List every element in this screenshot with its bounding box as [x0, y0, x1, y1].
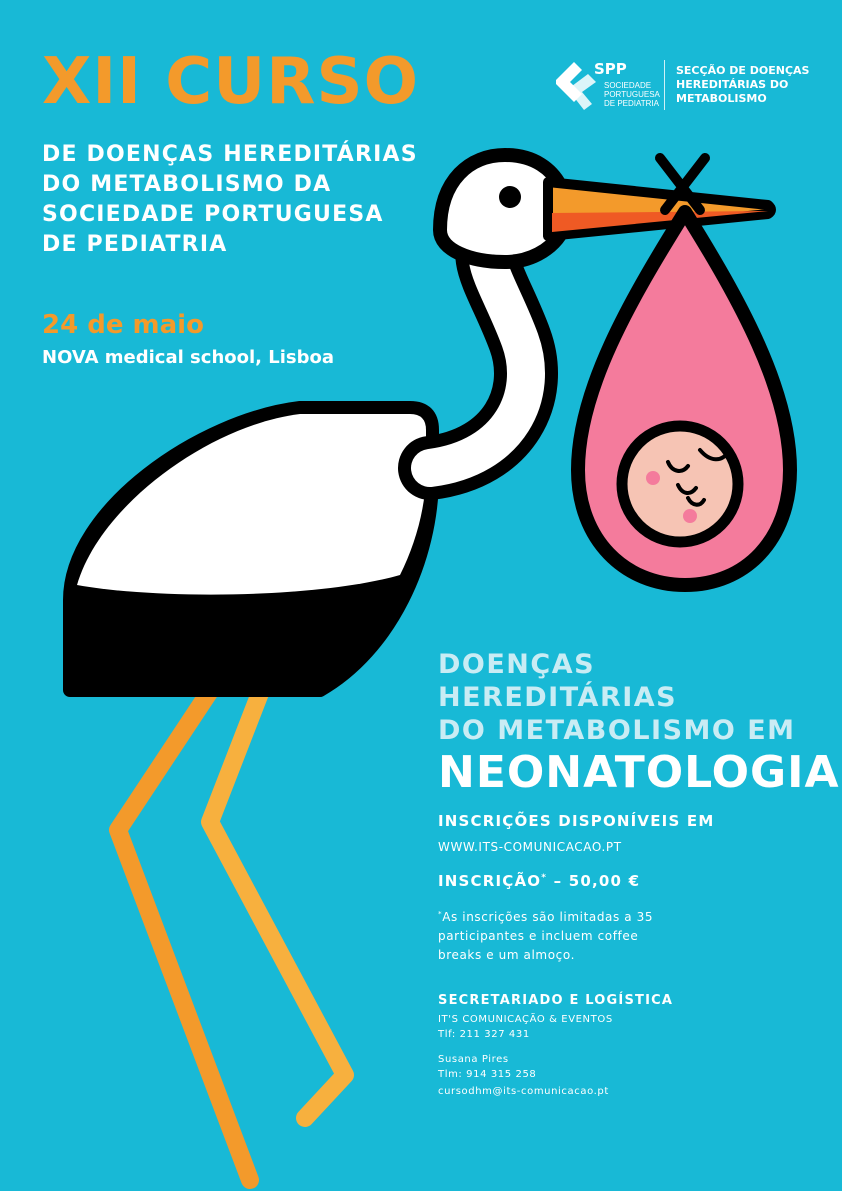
- subtitle-line: DO METABOLISMO DA: [42, 172, 332, 197]
- fee-value: – 50,00 €: [553, 872, 641, 890]
- logo-name-line: PORTUGUESA: [604, 90, 660, 99]
- section-line: HEREDITÁRIAS DO: [676, 78, 789, 91]
- spp-logo-abbr: SPP: [594, 60, 627, 78]
- contact-name: Susana Pires: [438, 1054, 509, 1065]
- section-line: METABOLISMO: [676, 92, 767, 105]
- topic-line: DO METABOLISMO EM: [438, 715, 796, 746]
- spp-logo: [552, 56, 812, 116]
- course-subtitle: [42, 140, 418, 260]
- note-line: As inscrições são limitadas a 35: [442, 910, 654, 924]
- event-date: 24 de maio: [42, 310, 204, 340]
- contact-mobile: Tlm: 914 315 258: [438, 1069, 537, 1080]
- topic-line: DOENÇAS HEREDITÁRIAS: [438, 649, 678, 713]
- stork-head: [440, 155, 560, 262]
- event-venue: NOVA medical school, Lisboa: [42, 347, 335, 368]
- course-title: XII CURSO: [42, 45, 419, 119]
- secretariat-phone: Tlf: 211 327 431: [438, 1029, 530, 1040]
- spp-logo-icon: [552, 56, 598, 112]
- topic-highlight: NEONATOLOGIA: [438, 747, 840, 798]
- fee-asterisk: *: [541, 873, 548, 883]
- spp-section-name: [676, 64, 809, 106]
- logo-divider: [664, 60, 665, 110]
- note-line: breaks e um almoço.: [438, 948, 576, 962]
- secretariat-company: IT'S COMUNICAÇÃO & EVENTOS: [438, 1014, 613, 1025]
- registration-note: [438, 904, 818, 965]
- course-topic: [438, 648, 842, 799]
- section-line: SECÇÃO DE DOENÇAS: [676, 64, 810, 77]
- note-line: participantes e incluem coffee: [438, 929, 639, 943]
- logo-name-line: SOCIEDADE: [604, 81, 652, 90]
- note-asterisk: *: [438, 909, 443, 918]
- logo-name-line: DE PEDIATRIA: [604, 99, 659, 108]
- fee-label: INSCRIÇÃO: [438, 872, 542, 890]
- stork-beak: [548, 182, 771, 236]
- subtitle-line: DE DOENÇAS HEREDITÁRIAS: [42, 142, 418, 167]
- spp-logo-name: [604, 81, 660, 108]
- info-panel: [438, 812, 818, 1097]
- registration-url[interactable]: WWW.ITS-COMUNICACAO.PT: [438, 840, 622, 854]
- registration-heading: INSCRIÇÕES DISPONÍVEIS EM: [438, 812, 715, 830]
- stork-body: [70, 408, 432, 690]
- contact-email[interactable]: cursodhm@its-comunicacao.pt: [438, 1086, 609, 1097]
- baby-face: [622, 426, 738, 542]
- subtitle-line: DE PEDIATRIA: [42, 232, 228, 257]
- subtitle-line: SOCIEDADE PORTUGUESA: [42, 202, 384, 227]
- stork-legs: [118, 688, 345, 1180]
- secretariat-heading: SECRETARIADO E LOGÍSTICA: [438, 993, 674, 1008]
- registration-fee: [438, 872, 818, 890]
